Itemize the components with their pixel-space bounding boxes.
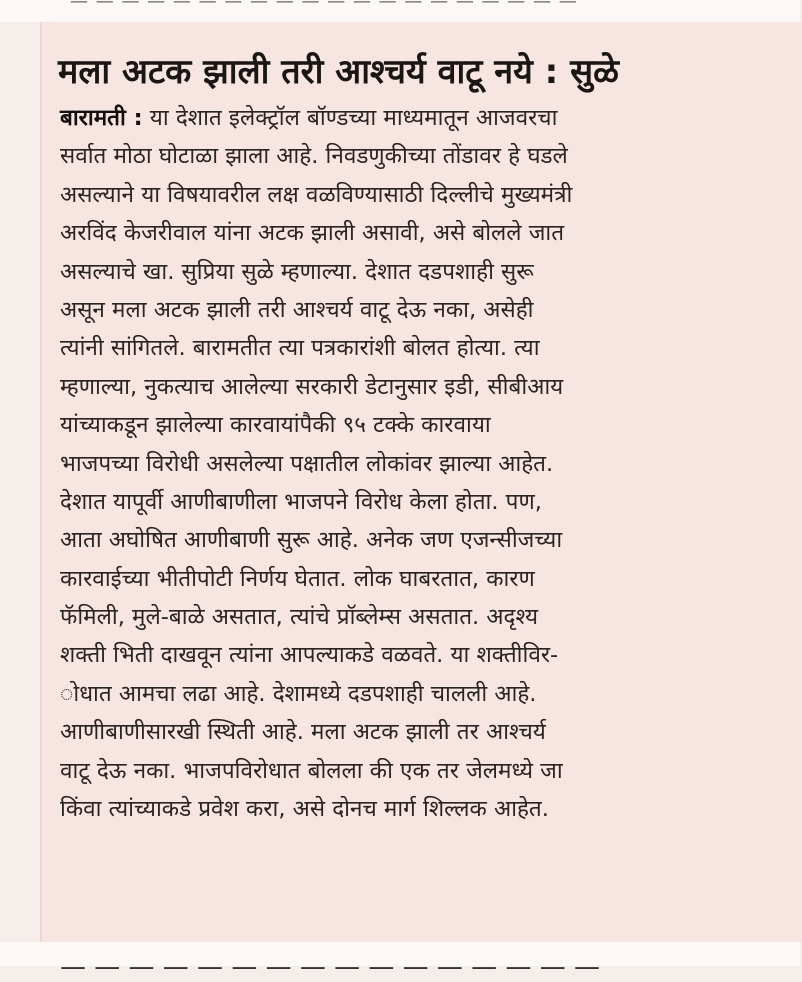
article-line: किंवा त्यांच्याकडे प्रवेश करा, असे दोनच मार्ग शिल्लक आहेत. (60, 796, 549, 823)
next-article-text: — — — — — — — — — — — — — — — — (60, 952, 600, 982)
article-dateline: बारामती : (60, 105, 143, 131)
article-line: ोधात आमचा लढा आहे. देशामध्ये दडपशाही चालली आहे. (60, 680, 537, 707)
article-line-text: या देशात इलेक्ट्रॉल बॉण्डच्या माध्यमातून आजवरचा (142, 105, 558, 131)
article-line (60, 99, 800, 137)
article-line: यांच्याकडून झालेल्या कारवायांपैकी ९५ टक्के कारवाया (60, 412, 491, 439)
article-line: फॅमिली, मुले-बाळे असतात, त्यांचे प्रॉब्लेम्स असतात. अदृश्य (60, 604, 539, 631)
article-line: वाटू देऊ नका. भाजपविरोधात बोलला की एक तर जेलमध्ये जा (60, 757, 563, 784)
article-line: शक्ती भिती दाखवून त्यांना आपल्याकडे वळवते. या शक्तीविर- (60, 642, 559, 669)
article-line: देशात यापूर्वी आणीबाणीला भाजपने विरोध केला होता. पण, (60, 488, 542, 515)
article-line: आता अघोषित आणीबाणी सुरू आहे. अनेक जण एजन्सीजच्या (60, 527, 563, 554)
article-headline: मला अटक झाली तरी आश्चर्य वाटू नये : सुळे (58, 52, 619, 92)
article-line: असून मला अटक झाली तरी आश्चर्य वाटू देऊ नका, असेही (60, 296, 534, 323)
article-line: असल्याने या विषयावरील लक्ष वळविण्यासाठी दिल्लीचे मुख्यमंत्री (60, 181, 573, 208)
article-line: भाजपच्या विरोधी असलेल्या पक्षातील लोकांवर झाल्या आहेत. (60, 450, 554, 477)
previous-article-strip (0, 0, 800, 22)
article-line: कारवाईच्या भीतीपोटी निर्णय घेतात. लोक घाबरतात, कारण (60, 565, 535, 592)
article-line: आणीबाणीसारखी स्थिती आहे. मला अटक झाली तर आश्चर्य (60, 719, 546, 746)
article-line: अरविंद केजरीवाल यांना अटक झाली असावी, असे बोलले जात (60, 220, 565, 247)
article-line: सर्वात मोठा घोटाळा झाला आहे. निवडणुकीच्या तोंडावर हे घडले (60, 143, 568, 170)
article-body (60, 99, 800, 828)
article-line: त्यांनी सांगितले. बारामतीत त्या पत्रकारांशी बोलत होत्या. त्या (60, 335, 540, 362)
next-article-strip (0, 942, 800, 982)
article-line: म्हणाल्या, नुकत्याच आलेल्या सरकारी डेटानुसार इडी, सीबीआय (60, 373, 564, 400)
article-line: असल्याचे खा. सुप्रिया सुळे म्हणाल्या. देशात दडपशाही सुरू (60, 258, 534, 285)
previous-article-text: — — — — — — — — — — — — — — — — — — — — (70, 0, 578, 12)
